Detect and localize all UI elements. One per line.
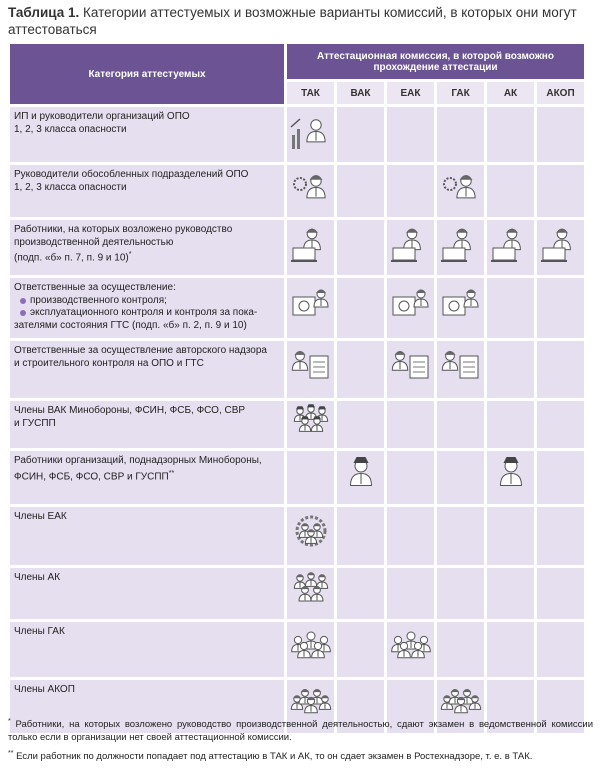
header-category: Категория аттестуемых (10, 44, 284, 104)
category-text: производственной деятельностью (14, 236, 174, 248)
engineer-plan-icon (438, 346, 484, 388)
column-header-4: АК (487, 82, 534, 104)
commission-cell-ВАК (337, 401, 384, 448)
category-text: Руководители обособленных подразделений ОПО (14, 169, 249, 180)
footnote (8, 747, 593, 763)
commission-cell-ВАК (337, 451, 384, 504)
commission-cell-ВАК (337, 622, 384, 677)
engineer-laptop-icon (288, 224, 334, 266)
commission-cell-АКОП (537, 107, 584, 162)
commission-cell-ТАК (287, 165, 334, 217)
table-row (10, 278, 584, 338)
commission-cell-АК (487, 341, 534, 398)
commission-cell-ГАК (437, 107, 484, 162)
category-text: Члены АКОП (14, 684, 75, 695)
header-commission-group: Аттестационная комиссия, в которой возможно прохождение аттестации (287, 44, 584, 79)
category-text: и строительного контроля на ОПО и ГТС (14, 357, 204, 369)
engineer-plan-icon (288, 346, 334, 388)
commission-cell-ЕАК (387, 507, 434, 565)
table-row (10, 451, 584, 504)
commission-cell-ВАК (337, 341, 384, 398)
commission-cell-АК (487, 401, 534, 448)
officer-icon (338, 454, 384, 496)
officers-group-icon (288, 401, 334, 443)
business-team-icon (388, 626, 434, 668)
category-cell (10, 220, 284, 275)
commission-cell-ТАК (287, 568, 334, 619)
category-text: Члены ГАК (14, 626, 65, 637)
footnote-text: Если работник по должности попадает под аттестацию в ТАК и АК, то он сдает экзамен в Ростехнадзоре, т. е. в ТАК. (13, 751, 533, 763)
category-cell (10, 507, 284, 565)
category-cell (10, 341, 284, 398)
list-item: производственного контроля; (20, 295, 280, 308)
gear-team-icon (288, 513, 334, 555)
footnote-mark: ** (8, 750, 14, 758)
commission-cell-АКОП (537, 165, 584, 217)
category-text: Члены ВАК Минобороны, ФСИН, ФСБ, ФСО, СВР (14, 405, 246, 416)
category-text: ИП и руководители организаций ОПО (14, 111, 190, 122)
commission-cell-АКОП (537, 220, 584, 275)
footnote-mark: * (128, 251, 132, 258)
manager-chart-icon (288, 111, 334, 153)
commission-cell-ГАК (437, 341, 484, 398)
commission-cell-ГАК (437, 278, 484, 338)
attestation-table (7, 41, 587, 736)
commission-cell-АК (487, 568, 534, 619)
category-text: 1, 2, 3 класса опасности (14, 123, 127, 135)
footnote-mark: ** (168, 469, 175, 477)
commission-cell-ЕАК (387, 568, 434, 619)
engineer-laptop-icon (438, 224, 484, 266)
category-text: зателями состояния ГТС (подп. «б» п. 2, п. 9 и 10) (14, 319, 247, 331)
commission-cell-ТАК (287, 622, 334, 677)
commission-cell-ЕАК (387, 278, 434, 338)
commission-cell-ВАК (337, 568, 384, 619)
category-text: (подп. «б» п. 7, п. 9 и 10)* (14, 251, 132, 264)
workers-team-icon (288, 570, 334, 612)
footnotes (8, 715, 593, 766)
commission-cell-ТАК (287, 341, 334, 398)
commission-cell-ГАК (437, 401, 484, 448)
commission-cell-ЕАК (387, 341, 434, 398)
engineers-monitor-icon (388, 285, 434, 327)
table-row (10, 165, 584, 217)
category-text: Ответственные за осуществление авторского надзора (14, 345, 267, 356)
engineer-plan-icon (388, 346, 434, 388)
commission-cell-АКОП (537, 507, 584, 565)
commission-cell-АК (487, 507, 534, 565)
commission-cell-АКОП (537, 401, 584, 448)
category-cell (10, 278, 284, 338)
commission-cell-АК (487, 622, 534, 677)
commission-cell-ЕАК (387, 220, 434, 275)
category-cell (10, 568, 284, 619)
category-cell (10, 451, 284, 504)
column-header-2: ЕАК (387, 82, 434, 104)
category-text: Работники организаций, поднадзорных Минобороны, (14, 455, 262, 466)
commission-cell-ВАК (337, 107, 384, 162)
commission-cell-ВАК (337, 278, 384, 338)
table-row (10, 107, 584, 162)
category-bullets (14, 295, 280, 320)
footnote-text: Работники, на которых возложено руководство производственной деятельностью, сдают экзамен в ведомственной комиссии только если в организации нет своей аттестационной комиссии. (8, 719, 593, 744)
commission-cell-АК (487, 278, 534, 338)
business-team-icon (288, 626, 334, 668)
commission-cell-ЕАК (387, 622, 434, 677)
list-item: эксплуатационного контроля и контроля за пока- (20, 307, 280, 320)
footnote (8, 715, 593, 744)
commission-cell-ТАК (287, 278, 334, 338)
commission-cell-АК (487, 165, 534, 217)
table-row (10, 401, 584, 448)
category-text: 1, 2, 3 класса опасности (14, 181, 127, 193)
commission-cell-АК (487, 220, 534, 275)
engineer-gear-icon (438, 168, 484, 210)
commission-cell-АКОП (537, 451, 584, 504)
engineer-gear-icon (288, 168, 334, 210)
commission-cell-АК (487, 451, 534, 504)
commission-cell-ТАК (287, 451, 334, 504)
category-text: Работники, на которых возложено руководство (14, 224, 233, 235)
table-row (10, 220, 584, 275)
commission-cell-ЕАК (387, 107, 434, 162)
category-cell (10, 107, 284, 162)
table-row (10, 341, 584, 398)
commission-cell-ГАК (437, 220, 484, 275)
table-title-text: Категории аттестуемых и возможные варианты комиссий, в которых они могут аттестоваться (8, 5, 577, 37)
category-cell (10, 165, 284, 217)
column-header-1: ВАК (337, 82, 384, 104)
table-row (10, 507, 584, 565)
commission-cell-АКОП (537, 341, 584, 398)
footnote-mark: * (8, 718, 11, 725)
column-header-3: ГАК (437, 82, 484, 104)
category-cell (10, 401, 284, 448)
category-cell (10, 622, 284, 677)
commission-cell-ВАК (337, 165, 384, 217)
commission-cell-ГАК (437, 165, 484, 217)
category-text: ФСИН, ФСБ, ФСО, СВР и ГУСПП** (14, 469, 175, 482)
category-text: Члены ЕАК (14, 511, 67, 522)
commission-cell-ТАК (287, 401, 334, 448)
commission-cell-АКОП (537, 278, 584, 338)
commission-cell-ЕАК (387, 165, 434, 217)
engineers-monitor-icon (288, 285, 334, 327)
category-text: и ГУСПП (14, 417, 56, 429)
column-header-5: АКОП (537, 82, 584, 104)
commission-cell-ГАК (437, 507, 484, 565)
engineer-laptop-icon (538, 224, 584, 266)
table-row (10, 568, 584, 619)
commission-cell-ГАК (437, 451, 484, 504)
category-text: Ответственные за осуществление: (14, 282, 176, 293)
table-title (8, 4, 593, 38)
commission-cell-АК (487, 107, 534, 162)
commission-cell-ТАК (287, 107, 334, 162)
engineer-laptop-icon (388, 224, 434, 266)
engineer-laptop-icon (488, 224, 534, 266)
commission-cell-ТАК (287, 507, 334, 565)
commission-cell-ЕАК (387, 451, 434, 504)
category-text: Члены АК (14, 572, 61, 583)
commission-cell-ВАК (337, 220, 384, 275)
officer-icon (488, 454, 534, 496)
table-title-number: Таблица 1. (8, 5, 80, 20)
commission-cell-ТАК (287, 220, 334, 275)
commission-cell-ЕАК (387, 401, 434, 448)
column-header-0: ТАК (287, 82, 334, 104)
commission-cell-АКОП (537, 622, 584, 677)
commission-cell-АКОП (537, 568, 584, 619)
commission-cell-ВАК (337, 507, 384, 565)
engineers-monitor-icon (438, 285, 484, 327)
table-row (10, 622, 584, 677)
commission-cell-ГАК (437, 622, 484, 677)
commission-cell-ГАК (437, 568, 484, 619)
